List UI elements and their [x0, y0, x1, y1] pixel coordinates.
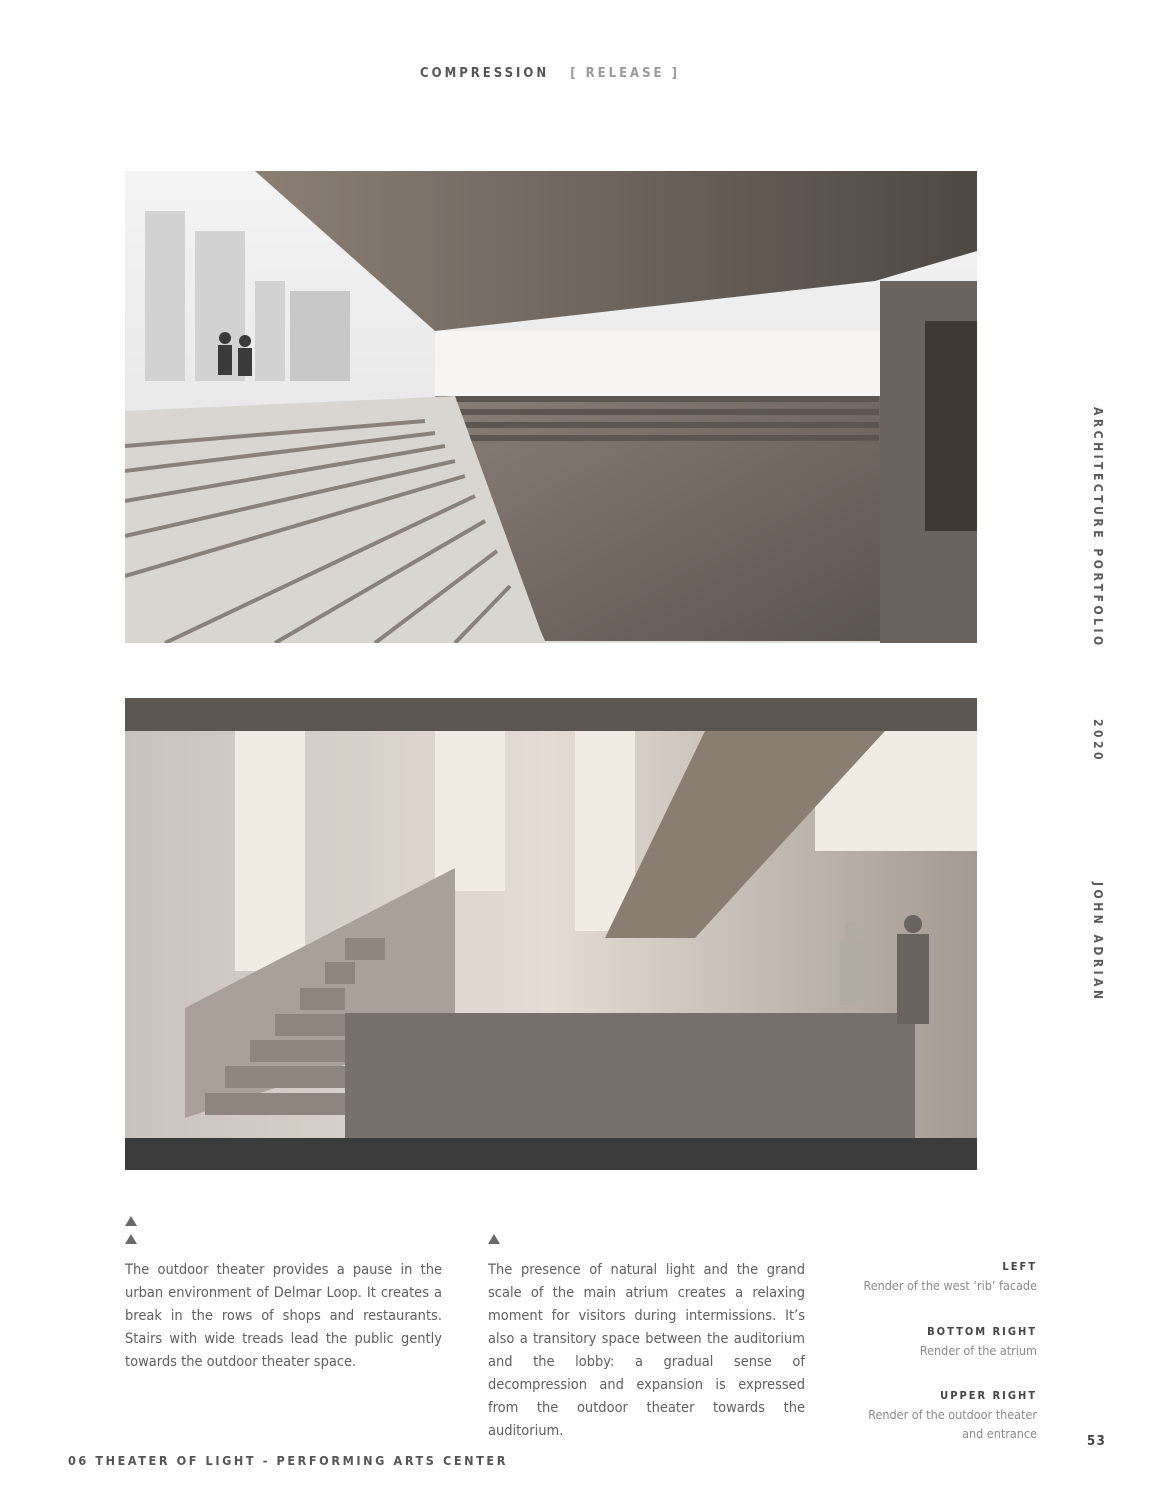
footer-project-title: 06 THEATER OF LIGHT - PERFORMING ARTS CENTER	[68, 1453, 508, 1468]
floor	[125, 1138, 977, 1170]
caption-bottom-right	[817, 1325, 1037, 1360]
caption-left	[817, 1260, 1037, 1295]
ceiling-slab	[125, 698, 977, 731]
caption-title: UPPER RIGHT	[940, 1389, 1037, 1402]
side-label-portfolio: ARCHITECTURE PORTFOLIO	[1091, 407, 1105, 649]
page-header	[0, 66, 1100, 81]
caption-description: Render of the west ‘rib’ facade	[863, 1278, 1037, 1293]
parapet-wall	[345, 1013, 915, 1140]
triangle-up-icon	[125, 1234, 137, 1244]
page-number: 53	[1087, 1434, 1107, 1449]
caption-title: BOTTOM RIGHT	[927, 1325, 1037, 1338]
body-paragraph-left: The outdoor theater provides a pause in the urban environment of Delmar Loop. It creates a break in the rows of shops and restaurants. Stairs with wide treads lead the public gently towards the outdoor theater space.	[125, 1262, 442, 1370]
render-outdoor-theater	[125, 171, 977, 643]
header-subtitle: [ RELEASE ]	[570, 66, 680, 81]
caption-upper-right	[847, 1389, 1037, 1443]
caption-description: Render of the outdoor theater and entrance	[868, 1407, 1037, 1441]
header-title: COMPRESSION	[420, 66, 550, 81]
triangle-up-icon	[125, 1216, 137, 1226]
triangle-up-icon	[488, 1234, 500, 1244]
caption-title: LEFT	[1002, 1260, 1037, 1273]
body-paragraph-right: The presence of natural light and the grand scale of the main atrium creates a relaxing moment for visitors during intermissions. It’s also a transitory space between the auditorium and the lobby: a gradual sense of decompression and expansion is expressed from the outdoor theater towards the auditorium.	[488, 1262, 805, 1439]
side-label-author: JOHN ADRIAN	[1091, 882, 1105, 1003]
caption-description: Render of the atrium	[919, 1343, 1037, 1358]
render-atrium	[125, 698, 977, 1170]
side-label-year: 2020	[1091, 719, 1105, 764]
